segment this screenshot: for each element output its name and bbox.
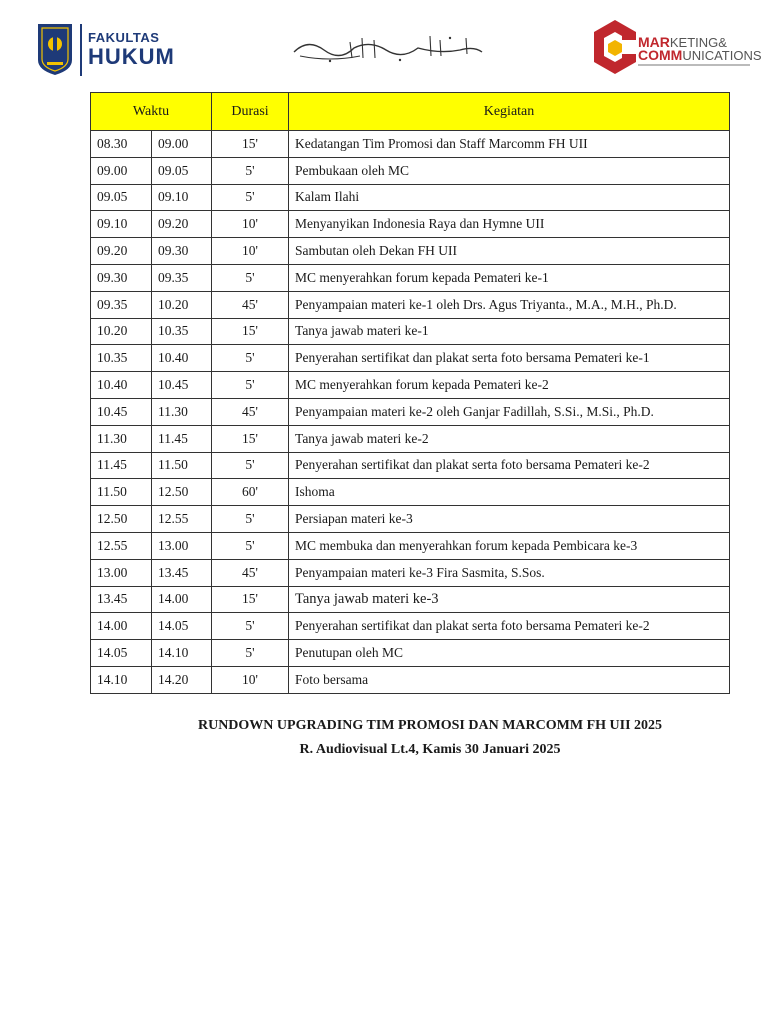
cell-start-time: 12.55 — [91, 532, 152, 559]
faculty-name — [88, 30, 175, 69]
cell-start-time: 09.05 — [91, 184, 152, 211]
table-row — [91, 372, 730, 399]
cell-start-time: 08.30 — [91, 131, 152, 158]
cell-end-time: 11.50 — [152, 452, 212, 479]
cell-duration: 10' — [212, 211, 289, 238]
header-durasi: Durasi — [212, 93, 289, 131]
cell-end-time: 14.20 — [152, 666, 212, 693]
uii-emblem-icon — [36, 22, 74, 77]
table-row — [91, 184, 730, 211]
cell-duration: 60' — [212, 479, 289, 506]
cell-activity: Tanya jawab materi ke-2 — [289, 425, 730, 452]
cell-end-time: 09.10 — [152, 184, 212, 211]
table-row — [91, 559, 730, 586]
cell-activity: Penyampaian materi ke-3 Fira Sasmita, S.Sos. — [289, 559, 730, 586]
cell-activity: Persiapan materi ke-3 — [289, 506, 730, 533]
table-row — [91, 345, 730, 372]
cell-end-time: 11.45 — [152, 425, 212, 452]
cell-start-time: 10.45 — [91, 398, 152, 425]
cell-end-time: 12.55 — [152, 506, 212, 533]
cell-start-time: 11.50 — [91, 479, 152, 506]
cell-end-time: 13.45 — [152, 559, 212, 586]
cell-duration: 5' — [212, 264, 289, 291]
table-row — [91, 640, 730, 667]
cell-start-time: 09.20 — [91, 238, 152, 265]
cell-activity: Penutupan oleh MC — [289, 640, 730, 667]
cell-activity: MC menyerahkan forum kepada Pemateri ke-2 — [289, 372, 730, 399]
cell-duration: 10' — [212, 238, 289, 265]
cell-end-time: 10.20 — [152, 291, 212, 318]
table-header-row — [91, 93, 730, 131]
marcomm-line-1: MARKETING& — [638, 34, 727, 50]
cell-duration: 45' — [212, 291, 289, 318]
table-row — [91, 452, 730, 479]
cell-start-time: 11.45 — [91, 452, 152, 479]
cell-activity: Penyampaian materi ke-1 oleh Drs. Agus Triyanta., M.A., M.H., Ph.D. — [289, 291, 730, 318]
cell-duration: 5' — [212, 452, 289, 479]
marcomm-logo — [592, 18, 762, 76]
cell-end-time: 09.20 — [152, 211, 212, 238]
cell-start-time: 10.40 — [91, 372, 152, 399]
cell-start-time: 09.35 — [91, 291, 152, 318]
cell-end-time: 11.30 — [152, 398, 212, 425]
cell-activity: Penyerahan sertifikat dan plakat serta foto bersama Pemateri ke-1 — [289, 345, 730, 372]
table-row — [91, 238, 730, 265]
header-kegiatan: Kegiatan — [289, 93, 730, 131]
cell-end-time: 09.35 — [152, 264, 212, 291]
cell-duration: 15' — [212, 318, 289, 345]
cell-end-time: 09.05 — [152, 157, 212, 184]
cell-end-time: 14.10 — [152, 640, 212, 667]
cell-end-time: 10.40 — [152, 345, 212, 372]
cell-end-time: 14.00 — [152, 586, 212, 613]
table-row — [91, 425, 730, 452]
cell-duration: 45' — [212, 559, 289, 586]
cell-start-time: 14.00 — [91, 613, 152, 640]
cell-activity: Ishoma — [289, 479, 730, 506]
cell-start-time: 10.20 — [91, 318, 152, 345]
bismillah-calligraphy-icon — [290, 28, 486, 68]
cell-activity: Kalam Ilahi — [289, 184, 730, 211]
table-row — [91, 157, 730, 184]
cell-start-time: 10.35 — [91, 345, 152, 372]
cell-start-time: 13.00 — [91, 559, 152, 586]
cell-start-time: 13.45 — [91, 586, 152, 613]
cell-end-time: 12.50 — [152, 479, 212, 506]
cell-duration: 5' — [212, 506, 289, 533]
cell-activity: MC menyerahkan forum kepada Pemateri ke-1 — [289, 264, 730, 291]
cell-activity: Tanya jawab materi ke-1 — [289, 318, 730, 345]
table-row — [91, 479, 730, 506]
cell-start-time: 09.00 — [91, 157, 152, 184]
cell-end-time: 09.30 — [152, 238, 212, 265]
cell-end-time: 10.45 — [152, 372, 212, 399]
document-title: RUNDOWN UPGRADING TIM PROMOSI DAN MARCOMM FH UII 2025 — [197, 718, 663, 733]
cell-activity: MC membuka dan menyerahkan forum kepada Pembicara ke-3 — [289, 532, 730, 559]
rundown-table — [90, 92, 730, 694]
cell-start-time: 14.10 — [91, 666, 152, 693]
table-row — [91, 666, 730, 693]
table-row — [91, 318, 730, 345]
faculty-title: HUKUM — [88, 44, 175, 69]
cell-activity: Penyampaian materi ke-2 oleh Ganjar Fadillah, S.Si., M.Si., Ph.D. — [289, 398, 730, 425]
page-header — [0, 0, 768, 90]
table-row — [91, 291, 730, 318]
table-row — [91, 398, 730, 425]
table-body — [91, 131, 730, 694]
cell-activity: Kedatangan Tim Promosi dan Staff Marcomm FH UII — [289, 131, 730, 158]
cell-activity: Penyerahan sertifikat dan plakat serta foto bersama Pemateri ke-2 — [289, 613, 730, 640]
cell-start-time: 11.30 — [91, 425, 152, 452]
cell-duration: 5' — [212, 184, 289, 211]
cell-duration: 45' — [212, 398, 289, 425]
cell-activity: Pembukaan oleh MC — [289, 157, 730, 184]
table-row — [91, 131, 730, 158]
cell-activity: Penyerahan sertifikat dan plakat serta foto bersama Pemateri ke-2 — [289, 452, 730, 479]
cell-activity: Tanya jawab materi ke-3 — [289, 586, 730, 613]
cell-duration: 15' — [212, 131, 289, 158]
cell-activity: Sambutan oleh Dekan FH UII — [289, 238, 730, 265]
cell-duration: 5' — [212, 345, 289, 372]
marcomm-emblem-icon — [592, 18, 638, 76]
cell-duration: 10' — [212, 666, 289, 693]
cell-start-time: 12.50 — [91, 506, 152, 533]
cell-duration: 15' — [212, 586, 289, 613]
table-row — [91, 586, 730, 613]
header-waktu: Waktu — [91, 93, 212, 131]
cell-duration: 5' — [212, 372, 289, 399]
cell-end-time: 14.05 — [152, 613, 212, 640]
marcomm-tagline-line — [638, 64, 750, 66]
table-row — [91, 532, 730, 559]
cell-duration: 5' — [212, 640, 289, 667]
marcomm-line-2: COMMUNICATIONS — [638, 47, 762, 63]
table-row — [91, 211, 730, 238]
cell-start-time: 09.30 — [91, 264, 152, 291]
fakultas-hukum-logo — [36, 22, 175, 77]
table-row — [91, 613, 730, 640]
cell-end-time: 09.00 — [152, 131, 212, 158]
document-subtitle: R. Audiovisual Lt.4, Kamis 30 Januari 2025 — [299, 742, 561, 757]
table-row — [91, 506, 730, 533]
cell-duration: 5' — [212, 532, 289, 559]
cell-duration: 5' — [212, 613, 289, 640]
cell-start-time: 09.10 — [91, 211, 152, 238]
faculty-label: FAKULTAS — [88, 30, 160, 45]
table-row — [91, 264, 730, 291]
cell-end-time: 13.00 — [152, 532, 212, 559]
logo-divider — [80, 24, 82, 76]
cell-duration: 15' — [212, 425, 289, 452]
cell-activity: Menyanyikan Indonesia Raya dan Hymne UII — [289, 211, 730, 238]
cell-start-time: 14.05 — [91, 640, 152, 667]
cell-duration: 5' — [212, 157, 289, 184]
cell-end-time: 10.35 — [152, 318, 212, 345]
cell-activity: Foto bersama — [289, 666, 730, 693]
document-footer — [90, 714, 768, 762]
